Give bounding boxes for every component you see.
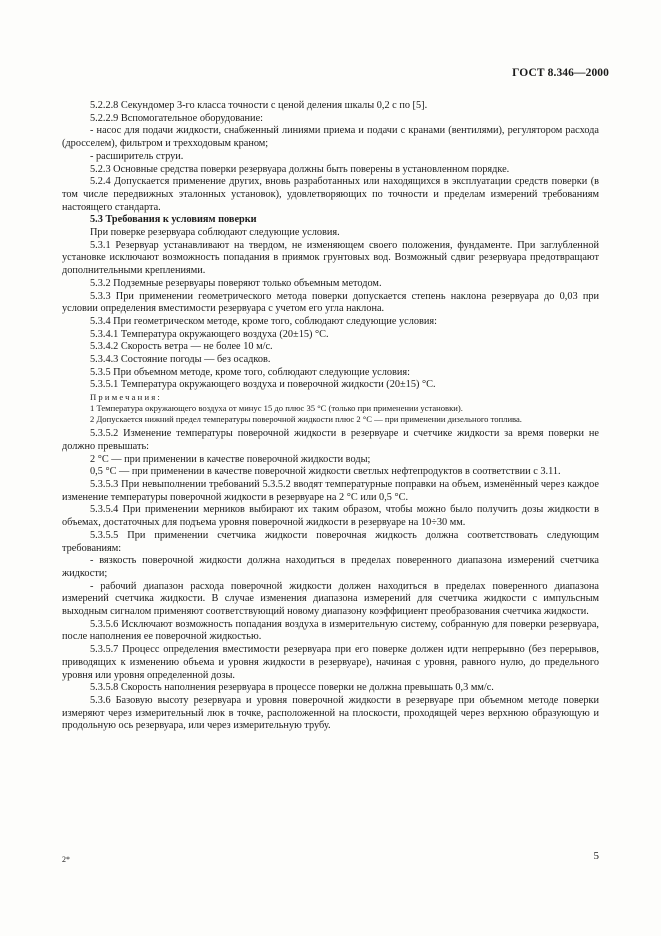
paragraph: 5.3.1 Резервуар устанавливают на твердом, не изменяющем своего положения, фундаменте. При заглубленной установке исключают возможность попадания в приямок грунтовых вод. Возможный сдвиг резервуара предотвращают дополнительными креплениями. — [62, 239, 599, 277]
note: 1 Температура окружающего воздуха от минус 15 до плюс 35 °С (только при применении установки). — [90, 403, 463, 414]
paragraph: 5.3.5 При объемном методе, кроме того, соблюдают следующие условия: — [90, 366, 410, 378]
paragraph: 5.3.5.5 При применении счетчика жидкости поверочная жидкость должна соответствовать следующим требованиям: — [62, 529, 599, 554]
paragraph: 5.3.5.2 Изменение температуры поверочной жидкости в резервуаре и счетчике жидкости за время поверки не должно превышать: — [62, 428, 599, 452]
paragraph: 5.3.5.4 При применении мерников выбирают их таким образом, чтобы можно было получить дозы жидкости в объемах, достаточных для подъема уровня поверочной жидкости в резервуаре на 10÷30 мм. — [62, 504, 599, 529]
note: 2 Допускается нижний предел температуры поверочной жидкости плюс 2 °С — при применении дизельного топлива. — [90, 414, 522, 425]
paragraph: 5.3.5.6 Исключают возможность попадания воздуха в измерительную систему, собранную для поверки резервуара, после наполнения ее поверочной жидкостью. — [62, 618, 599, 643]
paragraph: 5.3.4.3 Состояние погоды — без осадков. — [90, 354, 271, 366]
paragraph: 5.2.2.9 Вспомогательное оборудование: — [90, 112, 264, 124]
list-item: - вязкость поверочной жидкости должна находиться в пределах поверенного диапазона измерений счетчика жидкости; — [62, 555, 599, 579]
paragraph: 5.3.5.3 При невыполнении требований 5.3.5.2 вводят температурные поправки на объем, изменённый через каждое изменение температуры поверочной жидкости в резервуаре на 2 °С или 0,5 °С. — [62, 478, 599, 503]
list-item: - насос для подачи жидкости, снабженный линиями приема и подачи с кранами (вентилями), регулятором расхода (дросселем), фильтром и трехходовым краном; — [62, 125, 599, 150]
paragraph: 5.3.4.1 Температура окружающего воздуха (20±15) °С. — [90, 328, 329, 340]
page-number: 5 — [593, 850, 599, 862]
paragraph: 0,5 °С — при применении в качестве поверочной жидкости светлых нефтепродуктов в соответствии с 3.11. — [90, 466, 561, 478]
document-body — [62, 100, 599, 733]
section-heading: 5.3 Требования к условиям поверки — [90, 214, 257, 226]
paragraph: 5.3.2 Подземные резервуары поверяют только объемным методом. — [90, 277, 382, 289]
paragraph: 5.3.4.2 Скорость ветра — не более 10 м/с. — [90, 341, 273, 353]
list-item: - рабочий диапазон расхода поверочной жидкости должен находиться в пределах поверенного диапазона измерений счетчика жидкости. В случае изменения диапазона измерений для счетчика жидкости с импульсным выходным сигналом применяют соответствующий новому диапазону коэффициент преобразования счетчика жидкости. — [62, 580, 599, 618]
paragraph: 5.3.4 При геометрическом методе, кроме того, соблюдают следующие условия: — [90, 315, 437, 327]
sheet-mark: 2* — [62, 855, 70, 864]
paragraph: 2 °С — при применении в качестве поверочной жидкости воды; — [90, 453, 371, 465]
paragraph: 5.2.4 Допускается применение других, вновь разработанных или находящихся в эксплуатации средств поверки (в том числе передвижных эталонных установок), удовлетворяющих по точности и пределам измерений требованиям настоящего стандарта. — [62, 176, 599, 213]
paragraph: 5.2.2.8 Секундомер 3-го класса точности с ценой деления шкалы 0,2 с по [5]. — [90, 100, 428, 111]
paragraph: 5.3.6 Базовую высоту резервуара и уровня поверочной жидкости в резервуаре при объемном методе поверки измеряют через измерительный люк в точке, расположенной на плоскости, проходящей через верхнюю образующую и продольную ось резервуара, или через измерительную трубу. — [62, 694, 599, 732]
standard-header: ГОСТ 8.346—2000 — [512, 67, 609, 79]
list-item: - расширитель струи. — [90, 150, 184, 162]
paragraph: 5.2.3 Основные средства поверки резервуара должны быть поверены в установленном порядке. — [90, 163, 510, 175]
notes-title: Примечания: — [90, 392, 163, 403]
paragraph: 5.3.5.1 Температура окружающего воздуха и поверочной жидкости (20±15) °С. — [90, 379, 436, 391]
paragraph: 5.3.3 При применении геометрического метода поверки допускается степень наклона резервуара до 0,03 при условии определения вместимости резервуара с учетом его угла наклона. — [62, 290, 599, 315]
paragraph: При поверке резервуара соблюдают следующие условия. — [90, 227, 340, 239]
paragraph: 5.3.5.8 Скорость наполнения резервуара в процессе поверки не должна превышать 0,3 мм/с. — [90, 682, 494, 694]
paragraph: 5.3.5.7 Процесс определения вместимости резервуара при его поверке должен идти непрерывно (без перерывов, приводящих к изменению объема и уровня жидкости в резервуаре), начиная с уровня, равного нулю, до предельного уровня или уровня определенной дозы. — [62, 644, 599, 681]
